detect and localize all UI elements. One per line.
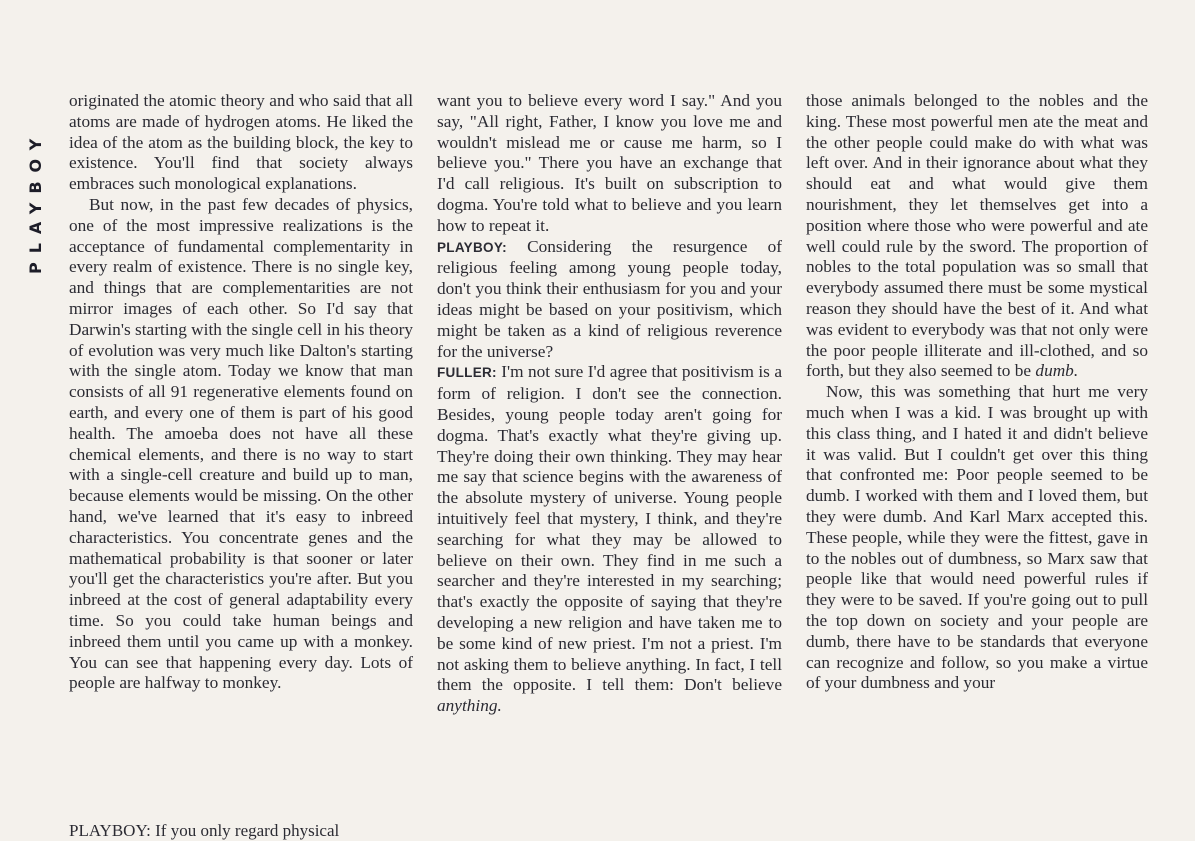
paragraph: FULLER: I'm not sure I'd agree that positivism is a form of religion. I don't see the connection. Besides, young people today aren't going for dogma. That's exactly what they're giving up. They're doing their own thinking. They may hear me say that science begins with the awareness of the absolute mystery of universe. Young people intuitively feel that mystery, I think, and they're searching for what they may be allowed to believe on their own. They find in me such a searcher and they're interested in my searching; that's exactly the opposite of saying that they're developing a new religion and have taken me to be some kind of new priest. I'm not a priest. I'm not asking them to believe anything. In fact, I tell them the opposite. I tell them: Don't believe anything. <box>437 362 782 716</box>
paragraph: originated the atomic theory and who said that all atoms are made of hydrogen atoms. He liked the idea of the atom as the building block, the key to existence. You'll find that society always embraces such monological explanations. <box>69 91 413 194</box>
column-2 <box>437 91 782 828</box>
paragraph: PLAYBOY: Considering the resurgence of religious feeling among young people today, don't you think their enthusiasm for you and your ideas might be based on your positivism, which might be taken as a kind of religious reverence for the universe? <box>437 236 782 361</box>
speaker-label: PLAYBOY: <box>437 239 507 255</box>
paragraph: But now, in the past few decades of physics, one of the most impressive realizations is the acceptance of fundamental complementarity in every realm of existence. There is no single key, and things that are complementarities are not mirror images of each other. So I'd say that Darwin's starting with the single cell in his theory of evolution was very much like Dalton's starting with the single atom. Today we know that man consists of all 91 regenerative elements found on earth, and every one of them is part of his good health. The amoeba does not have all these chemical elements, and there is no way to start with a single-cell creature and build up to man, because elements would be missing. On the other hand, we've learned that it's easy to inbreed characteristics. You concentrate genes and the mathematical probability is that sooner or later you'll get the characteristics you're after. But you inbreed at the cost of general adaptability every time. So you could take human beings and inbreed them until you came up with a monkey. You can see that happening every day. Lots of people are halfway to monkey. <box>69 194 413 693</box>
column-1-cut-line: PLAYBOY: If you only regard physical <box>69 821 340 840</box>
paragraph: want you to believe every word I say." And you say, "All right, Father, I know you love me and wouldn't mislead me or cause me harm, so I believe you." There you have an exchange that I'd call religious. It's built on subscription to dogma. You're told what to believe and you learn how to repeat it. <box>437 91 782 235</box>
paragraph: those animals belonged to the nobles and the king. These most powerful men ate the meat and the other people could make do with what was left over. And in their ignorance about what they should eat and what would give them nourishment, they let themselves get into a position where those who were powerful and ate well could rule by the sword. The proportion of nobles to the total population was so small that everybody assumed there must be some mystical reason they should have the best of it. And what was evident to everybody was that not only were the poor people illiterate and ill-clothed, and so forth, but they also seemed to be dumb. <box>806 91 1148 381</box>
speaker-label: FULLER: <box>437 365 497 381</box>
playboy-masthead: PLAYBOY <box>26 129 45 274</box>
column-3 <box>806 91 1148 828</box>
paragraph: Now, this was something that hurt me very much when I was a kid. I was brought up with this class thing, and I hated it and didn't believe it was valid. But I couldn't get over this thing that confronted me: Poor people seemed to be dumb. I worked with them and I loved them, but they were dumb. And Karl Marx accepted this. These people, while they were the fittest, gave in to the nobles out of dumbness, so Marx saw that people like that would need powerful rules if they were to be saved. If you're going out to pull the top down on society and your people are dumb, there have to be standards that everyone can recognize and follow, so you make a virtue of your dumbness and your <box>806 382 1148 693</box>
